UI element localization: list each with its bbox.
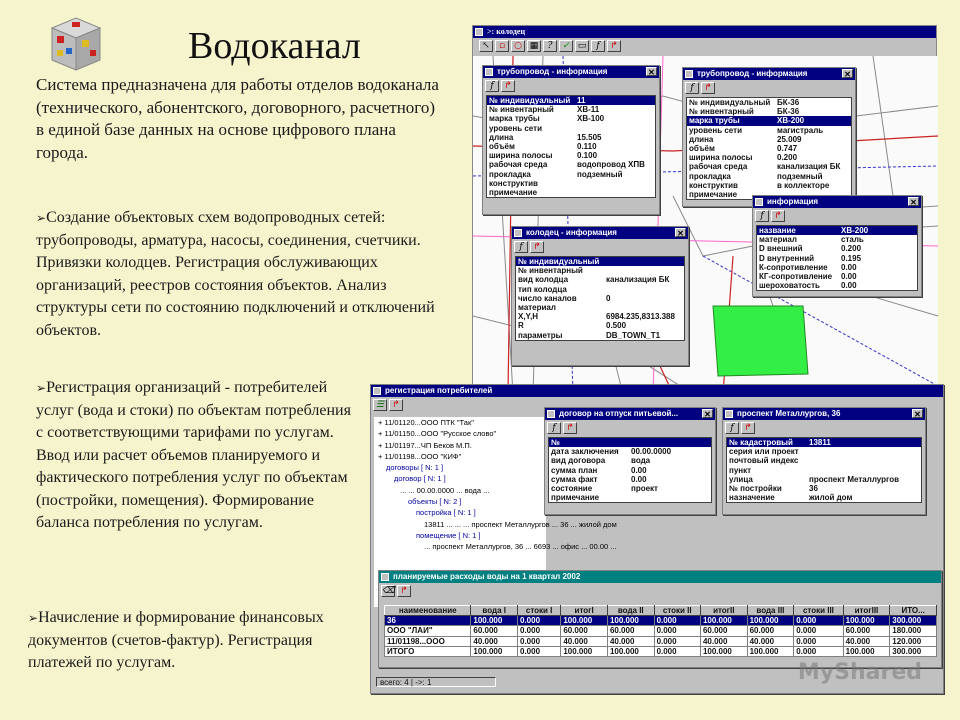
arrow-bullet-icon: ➢ — [28, 611, 39, 625]
property-value: 36 — [809, 484, 818, 494]
property-key: марка трубы — [689, 116, 740, 126]
table-cell: 36 — [385, 616, 471, 626]
window-title: договор на отпуск питьевой... — [559, 409, 679, 418]
return-button[interactable]: ↱ — [563, 422, 577, 434]
property-key: серия или проект — [729, 447, 799, 457]
bullet-text: Начисление и формирование финансовых документов (счетов-фактур). Регистрация платежей по услугам. — [28, 609, 324, 671]
table-cell: 40.000 — [471, 636, 518, 646]
property-value: канализация БК — [777, 162, 841, 172]
property-key: материал — [759, 235, 797, 245]
property-value: 0 — [606, 293, 611, 303]
return-button[interactable]: ↱ — [741, 422, 755, 434]
bullet-finance — [28, 607, 328, 675]
property-row[interactable] — [516, 312, 684, 321]
properties-grid — [686, 97, 852, 200]
tree-node[interactable]: + 11/01120...ООО ПТК "Так" — [378, 418, 474, 427]
arrow-bullet-icon: ➢ — [36, 381, 47, 395]
planned-water-window — [378, 570, 942, 668]
property-value — [807, 466, 809, 475]
circle-tool-icon[interactable]: ○ — [511, 40, 525, 52]
property-value: 0.747 — [777, 144, 798, 154]
property-row[interactable] — [487, 179, 655, 188]
property-row[interactable] — [727, 475, 921, 484]
property-key: X,Y,H — [518, 312, 539, 322]
table-cell: 0.000 — [654, 646, 700, 656]
close-icon[interactable]: ✕ — [646, 67, 657, 76]
return-button[interactable]: ↱ — [771, 210, 785, 222]
property-value: магистраль — [777, 125, 824, 135]
property-key: шероховатость — [759, 281, 820, 291]
property-key: пункт — [729, 465, 752, 475]
property-row[interactable] — [516, 257, 684, 266]
property-value: 11 — [577, 96, 586, 105]
property-key: уровень сети — [689, 125, 742, 135]
property-key: D внешний — [759, 244, 803, 254]
property-key: № постройки — [729, 484, 782, 494]
property-key: примечание — [489, 188, 538, 198]
property-value — [575, 124, 577, 133]
arrow-bullet-icon: ➢ — [36, 211, 47, 225]
table-cell: 100.000 — [747, 616, 794, 626]
table-cell: 100.000 — [607, 646, 654, 656]
column-header[interactable]: ИТО... — [890, 606, 937, 616]
property-key: КГ-сопротивление — [759, 272, 833, 282]
property-key: № инвентарный — [489, 105, 554, 115]
property-key: объём — [689, 144, 715, 154]
status-bar: всего: 4 | ->: 1 — [376, 677, 496, 687]
watermark: MyShared — [797, 660, 922, 685]
property-row[interactable] — [687, 126, 851, 135]
property-key: № — [551, 438, 560, 447]
bullet-networks — [36, 207, 451, 342]
property-value — [604, 303, 606, 312]
column-header[interactable]: вода III — [747, 606, 794, 616]
property-row[interactable] — [687, 153, 851, 162]
property-row[interactable] — [549, 475, 711, 484]
tree-node[interactable]: договоры [ N: 1 ] — [386, 463, 444, 473]
tree-node[interactable]: + 11/01198...ООО "КИФ" — [378, 451, 462, 461]
property-row[interactable] — [549, 456, 711, 465]
tree-node[interactable]: помещение [ N: 1 ] — [416, 530, 481, 540]
property-row[interactable] — [516, 294, 684, 303]
table-cell: 0.000 — [794, 636, 843, 646]
grid-tool-icon[interactable]: ▦ — [527, 40, 541, 52]
table-cell: 60.000 — [700, 626, 747, 636]
list-icon[interactable]: ☰ — [373, 399, 387, 411]
tree-node[interactable]: ... проспект Металлургов, 36 ... 6693 ... офис ... 00.00 ... — [424, 542, 617, 552]
pipe-info-window-2 — [682, 67, 856, 207]
property-value: подземный — [777, 171, 823, 181]
property-key: дата заключения — [551, 447, 619, 457]
property-row[interactable] — [487, 188, 655, 197]
properties-grid — [726, 437, 922, 503]
property-value: БК-36 — [777, 98, 800, 107]
table-cell: 100.000 — [700, 646, 747, 656]
property-row[interactable] — [687, 98, 851, 107]
property-row[interactable] — [727, 456, 921, 465]
property-value: 0.100 — [577, 151, 598, 161]
property-row[interactable] — [727, 438, 921, 447]
property-key: прокладка — [689, 171, 731, 181]
property-key: № инвентарный — [689, 107, 754, 117]
table-row[interactable] — [385, 646, 937, 656]
table-cell: ООО "ЛАИ" — [385, 626, 471, 636]
property-key: рабочая среда — [689, 162, 748, 172]
property-value: 13811 — [809, 438, 831, 447]
table-cell: 40.000 — [607, 636, 654, 646]
return-button[interactable]: ↱ — [501, 80, 515, 92]
property-value: ХВ-11 — [577, 105, 600, 115]
property-row[interactable] — [687, 162, 851, 171]
map-window-title: >: колодец — [487, 27, 526, 36]
property-row[interactable] — [687, 116, 851, 125]
property-row[interactable] — [487, 160, 655, 169]
property-row[interactable] — [757, 272, 917, 281]
table-cell: ИТОГО — [385, 646, 471, 656]
property-key: сумма план — [551, 465, 598, 475]
table-cell: 40.000 — [843, 636, 890, 646]
property-key: конструктив — [689, 180, 738, 190]
property-value: 0.00 — [631, 474, 647, 484]
property-row[interactable] — [727, 466, 921, 475]
app-logo — [48, 14, 104, 72]
property-value: канализация БК — [606, 275, 670, 285]
well-info-window — [511, 226, 689, 366]
property-value — [575, 188, 577, 197]
table-cell: 60.000 — [747, 626, 794, 636]
property-row[interactable] — [516, 275, 684, 284]
property-row[interactable] — [516, 321, 684, 330]
edit-tool-icon[interactable]: ▭ — [575, 40, 589, 52]
tree-node[interactable]: + 11/01197...ЧП Беков М.П. — [378, 440, 472, 450]
table-cell: 40.000 — [700, 636, 747, 646]
table-cell: 0.000 — [654, 616, 700, 626]
pipe-info-window — [482, 65, 660, 215]
properties-grid — [548, 437, 712, 503]
return-button[interactable]: ↱ — [397, 585, 411, 597]
property-value: 0.00 — [841, 262, 857, 272]
property-key: параметры — [518, 330, 563, 340]
column-header[interactable]: итогI — [561, 606, 608, 616]
table-row[interactable] — [385, 616, 937, 626]
property-row[interactable] — [687, 135, 851, 144]
property-key: ширина полосы — [689, 153, 753, 163]
column-header[interactable]: стоки II — [654, 606, 700, 616]
property-value: 00.00.0000 — [631, 447, 672, 457]
function-button[interactable]: f — [755, 210, 769, 222]
property-row[interactable] — [516, 285, 684, 294]
bullet-consumers — [36, 377, 356, 535]
property-row[interactable] — [757, 226, 917, 235]
property-row[interactable] — [487, 114, 655, 123]
function-button[interactable]: f — [485, 80, 499, 92]
return-button[interactable]: ↱ — [701, 82, 715, 94]
property-value: водопровод ХПВ — [577, 160, 645, 170]
table-cell: 100.000 — [747, 646, 794, 656]
property-value — [629, 493, 631, 502]
property-value: 0.195 — [841, 253, 862, 263]
properties-grid — [756, 225, 918, 291]
table-cell: 60.000 — [843, 626, 890, 636]
window-title: планируемые расходы воды на 1 квартал 2002 — [393, 572, 581, 581]
material-info-window — [752, 195, 922, 297]
property-row[interactable] — [757, 263, 917, 272]
property-row[interactable] — [549, 438, 711, 447]
property-row[interactable] — [687, 107, 851, 116]
property-value: 6984.235,8313.388 — [606, 312, 675, 322]
property-row[interactable] — [487, 170, 655, 179]
property-value: 25.009 — [777, 134, 802, 144]
column-header[interactable]: вода I — [471, 606, 518, 616]
page-title: Водоканал — [188, 25, 361, 67]
property-key: объём — [489, 142, 515, 152]
property-row[interactable] — [487, 96, 655, 105]
property-key: вид колодца — [518, 275, 569, 285]
property-key: почтовый индекс — [729, 456, 799, 466]
property-key: ширина полосы — [489, 151, 553, 161]
property-key: № индивидуальный — [489, 96, 571, 105]
contract-window — [544, 407, 716, 515]
property-value: в коллекторе — [777, 180, 830, 190]
table-cell: 300.000 — [890, 646, 937, 656]
property-row[interactable] — [549, 484, 711, 493]
property-key: число каналов — [518, 293, 577, 303]
close-icon[interactable]: ✕ — [912, 409, 923, 418]
property-key: рабочая среда — [489, 160, 548, 170]
function-button[interactable]: f — [725, 422, 739, 434]
table-cell: 100.000 — [843, 646, 890, 656]
table-cell: 60.000 — [471, 626, 518, 636]
query-tool-icon[interactable]: ? — [543, 40, 557, 52]
window-title: трубопровод - информация — [497, 67, 608, 76]
table-cell: 0.000 — [518, 616, 561, 626]
property-row[interactable] — [727, 447, 921, 456]
property-key: марка трубы — [489, 114, 540, 124]
table-cell: 180.000 — [890, 626, 937, 636]
property-value: 0.500 — [606, 321, 627, 331]
property-row[interactable] — [687, 172, 851, 181]
window-title: проспект Металлургов, 36 — [737, 409, 841, 418]
property-value: 0.00 — [841, 281, 857, 291]
table-cell: 40.000 — [747, 636, 794, 646]
table-cell: 11/01198...ООО — [385, 636, 471, 646]
property-key: улица — [729, 474, 753, 484]
property-row[interactable] — [549, 466, 711, 475]
table-cell: 40.000 — [561, 636, 608, 646]
property-value: 0.200 — [777, 153, 798, 163]
property-key: примечание — [551, 493, 600, 503]
pointer-tool-icon[interactable]: ↖ — [479, 40, 493, 52]
function-button[interactable]: f — [547, 422, 561, 434]
property-value: ХВ-200 — [777, 116, 805, 126]
property-value: 0.200 — [841, 244, 862, 254]
close-icon[interactable]: ✕ — [702, 409, 713, 418]
property-value: проспект Металлургов — [809, 474, 900, 484]
table-row[interactable] — [385, 636, 937, 646]
table-cell: 100.000 — [471, 646, 518, 656]
property-value: 0.00 — [631, 465, 647, 475]
water-plan-table — [384, 605, 937, 657]
property-key: длина — [489, 132, 514, 142]
property-value: 15.505 — [577, 132, 602, 142]
property-row[interactable] — [757, 254, 917, 263]
property-row[interactable] — [727, 484, 921, 493]
property-value — [604, 257, 606, 266]
window-title: регистрация потребителей — [385, 386, 493, 395]
table-cell: 0.000 — [794, 646, 843, 656]
property-row[interactable] — [516, 303, 684, 312]
table-cell: 60.000 — [607, 626, 654, 636]
property-key: R — [518, 321, 524, 331]
property-row[interactable] — [549, 493, 711, 502]
property-row[interactable] — [727, 493, 921, 502]
property-key: № индивидуальный — [689, 98, 771, 107]
property-value: 0.00 — [841, 272, 857, 282]
property-key: длина — [689, 134, 714, 144]
property-value — [629, 438, 631, 447]
property-row[interactable] — [757, 281, 917, 290]
function-button[interactable]: f — [514, 241, 528, 253]
window-title: информация — [767, 197, 819, 206]
return-button[interactable]: ↱ — [530, 241, 544, 253]
property-value: БК-36 — [777, 107, 800, 117]
properties-grid — [486, 95, 656, 198]
property-row[interactable] — [487, 142, 655, 151]
tree-node[interactable]: ... ... 00.00.0000 ... вода ... — [400, 485, 490, 495]
property-row[interactable] — [757, 235, 917, 244]
property-key: № кадастровый — [729, 438, 793, 447]
property-value: подземный — [577, 169, 623, 179]
property-key: назначение — [729, 493, 775, 503]
building-window — [722, 407, 926, 515]
table-row[interactable] — [385, 626, 937, 636]
property-value: жилой дом — [809, 493, 853, 503]
property-value — [604, 266, 606, 275]
table-cell: 0.000 — [794, 616, 843, 626]
column-header[interactable]: вода II — [607, 606, 654, 616]
bullet-text: Создание объектовых схем водопроводных сетей: трубопроводы, арматура, насосы, соединения, счетчики. Привязки колодцев. Регистрация обслуживающих организаций, реестров состояния объектов. Анализ структуры сети по состоянию подключений и отключений объектов. — [36, 209, 435, 339]
table-cell: 120.000 — [890, 636, 937, 646]
tree-node[interactable]: объекты [ N: 2 ] — [408, 497, 462, 507]
property-value: DB_TOWN_T1 — [606, 330, 661, 340]
column-header[interactable]: итогIII — [843, 606, 890, 616]
tree-node[interactable]: постройка [ N: 1 ] — [416, 508, 476, 518]
property-value — [575, 179, 577, 188]
return-button[interactable]: ↱ — [607, 40, 621, 52]
table-cell: 100.000 — [843, 616, 890, 626]
table-cell: 0.000 — [794, 626, 843, 636]
table-cell: 60.000 — [561, 626, 608, 636]
table-cell: 300.000 — [890, 616, 937, 626]
property-row[interactable] — [549, 447, 711, 456]
column-header[interactable]: стоки III — [794, 606, 843, 616]
table-cell: 0.000 — [518, 636, 561, 646]
properties-grid — [515, 256, 685, 341]
property-row[interactable] — [487, 133, 655, 142]
tree-node[interactable]: + 11/01150...ООО "Русское слово" — [378, 429, 497, 439]
map-toolbar — [473, 38, 936, 56]
tree-node[interactable]: договор [ N: 1 ] — [394, 474, 446, 484]
select-tool-icon[interactable]: ▫ — [495, 40, 509, 52]
property-key: № инвентарный — [518, 266, 583, 276]
property-value: 0.110 — [577, 142, 597, 152]
property-key: вид договора — [551, 456, 606, 466]
property-value: ХВ-200 — [841, 226, 869, 235]
function-button[interactable]: f — [591, 40, 605, 52]
window-title: колодец - информация — [526, 228, 617, 237]
tree-node[interactable]: 13811 ... ... ... проспект Металлургов ... 36 ... жилой дом — [424, 519, 617, 529]
property-key: название — [759, 226, 796, 235]
return-button[interactable]: ↱ — [389, 399, 403, 411]
clean-icon[interactable]: ⌫ — [382, 586, 395, 596]
table-cell: 100.000 — [700, 616, 747, 626]
bullet-text: Регистрация организаций - потребителей услуг (вода и стоки) по объектам потребления с соответствующими тарифами по услугам. Ввод или расчет объемов планируемого и фактического потребления услуг по объектам (постройки, помещения). Формирование баланса потребления по услугам. — [36, 379, 351, 531]
property-value: проект — [631, 484, 658, 494]
property-row[interactable] — [757, 244, 917, 253]
property-key: К-сопротивление — [759, 262, 828, 272]
property-value: сталь — [841, 235, 864, 245]
property-key: материал — [518, 303, 556, 313]
property-row[interactable] — [687, 144, 851, 153]
table-cell: 0.000 — [518, 646, 561, 656]
property-key: сумма факт — [551, 474, 598, 484]
property-key: прокладка — [489, 169, 531, 179]
property-row[interactable] — [687, 181, 851, 190]
table-cell: 100.000 — [561, 616, 608, 626]
property-key: D внутренний — [759, 253, 815, 263]
table-cell: 0.000 — [654, 626, 700, 636]
property-row[interactable] — [487, 124, 655, 133]
column-header[interactable]: наименование — [385, 606, 471, 616]
table-cell: 0.000 — [654, 636, 700, 646]
property-key: № индивидуальный — [518, 257, 600, 266]
close-icon[interactable]: ✕ — [908, 197, 919, 206]
table-cell: 100.000 — [607, 616, 654, 626]
check-tool-icon[interactable]: ✓ — [559, 40, 573, 52]
function-button[interactable]: f — [685, 82, 699, 94]
property-key: тип колодца — [518, 284, 567, 294]
property-row[interactable] — [487, 105, 655, 114]
table-cell: 100.000 — [561, 646, 608, 656]
property-value — [807, 456, 809, 465]
column-header[interactable]: итогII — [700, 606, 747, 616]
window-title: трубопровод - информация — [697, 69, 808, 78]
table-cell: 0.000 — [518, 626, 561, 636]
property-key: примечание — [689, 190, 738, 200]
property-value: вода — [631, 456, 651, 466]
property-key: конструктив — [489, 178, 538, 188]
property-key: уровень сети — [489, 123, 542, 133]
column-header[interactable]: стоки I — [518, 606, 561, 616]
property-row[interactable] — [487, 151, 655, 160]
property-value: ХВ-100 — [577, 114, 605, 124]
property-value — [604, 285, 606, 294]
property-row[interactable] — [516, 266, 684, 275]
close-icon[interactable]: ✕ — [675, 228, 686, 237]
table-cell: 100.000 — [471, 616, 518, 626]
intro-text: Система предназначена для работы отделов водоканала (технического, абонентского, договорного, расчетного) в единой базе данных на основе цифрового плана города. — [36, 75, 439, 162]
property-row[interactable] — [516, 331, 684, 340]
property-value — [807, 447, 809, 456]
property-key: состояние — [551, 484, 593, 494]
close-icon[interactable]: ✕ — [842, 69, 853, 78]
